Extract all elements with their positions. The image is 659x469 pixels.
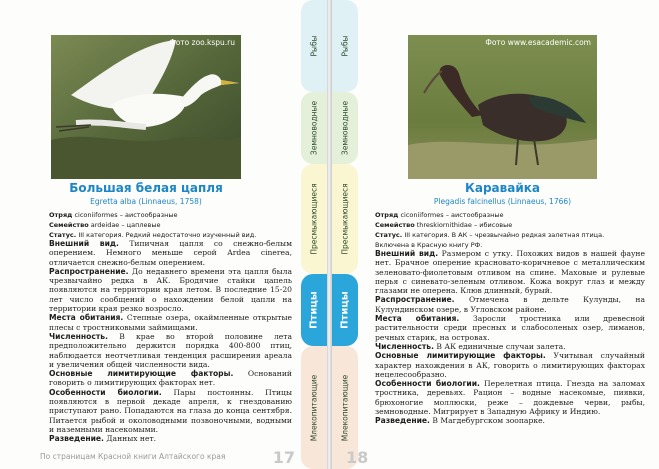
- tab-reptiles[interactable]: Пресмыкающиеся: [301, 164, 327, 274]
- para-breeding: Разведение. Данных нет.: [49, 434, 157, 444]
- left-page: [0, 0, 327, 469]
- running-footer: По страницам Красной книги Алтайского края: [40, 452, 226, 461]
- species-description: [375, 249, 645, 426]
- para-range: Распространение. До недавнего времени эта цапля была чрезвычайно редка в АК. Бродячие стайки цапель появляются на территории края летом. В последние 15-20 лет число сообщений о нахождении белой цапли на территории края резко возросло.: [49, 266, 292, 314]
- para-habitat: Места обитания. Заросли тростника или древесной растительности среди пресных и слабосоленых озер, лиманов, речных старик, на островах.: [375, 314, 645, 342]
- species-title: Каравайка: [465, 181, 540, 195]
- right-page: [332, 0, 659, 469]
- para-population: Численность. В крае во второй половине лета предположительно держится порядка 400-800 птиц, наблюдается неотчетливая тенденция расширения ареала и увеличения общей численности вида.: [49, 331, 292, 369]
- meta-family: Семейство threskiornithidae – ибисовые: [375, 221, 513, 229]
- thumb-index-tabs: [332, 0, 358, 469]
- para-biology: Особенности биологии. Пары постоянны. Птицы появляются в первой декаде апреля, к гнездованию приступают рано. Попадаются на глаза до конца сентября. Питается рыбой и околоводными позвоночными, водными и наземными насекомыми.: [49, 387, 292, 434]
- tab-amphibians[interactable]: Земноводные: [301, 92, 327, 164]
- page-number: 18: [346, 448, 369, 467]
- tab-fish[interactable]: Рыбы: [301, 0, 327, 92]
- para-habitat: Места обитания. Степные озера, окаймленные открытые плесы с тростниковыми займищами.: [49, 313, 292, 332]
- tab-birds[interactable]: Птицы: [301, 274, 327, 346]
- species-meta: [49, 210, 281, 240]
- para-appearance: Внешний вид. Типичная цапля со снежно-белым оперением. Немного меньше серой Ardea cinerea, отличается снежно-белым оперением.: [49, 239, 292, 267]
- tab-mammals[interactable]: Млекопитающие: [332, 346, 358, 469]
- meta-order: Отряд ciconiiformes – аистообразные: [375, 211, 504, 219]
- species-title: Большая белая цапля: [69, 181, 223, 195]
- thumb-index-tabs: [301, 0, 327, 469]
- photo-credit: Фото www.esacademic.com: [485, 38, 591, 47]
- tab-mammals[interactable]: Млекопитающие: [301, 346, 327, 469]
- species-description: [49, 239, 292, 444]
- species-latin-name: Egretta alba (Linnaeus, 1758): [90, 197, 202, 206]
- glossy-ibis-photo: [408, 35, 597, 179]
- para-population: Численность. В АК единичные случаи залета.: [375, 341, 566, 351]
- para-limiting-factors: Основные лимитирующие факторы. Оснований говорить о лимитирующих факторах нет.: [49, 369, 292, 388]
- meta-family: Семейство ardeidae – цаплевые: [49, 221, 161, 229]
- meta-status: Статус. III категория. Редкий недостаточно изученный вид.: [49, 231, 257, 239]
- para-biology: Особенности биологии. Перелетная птица. Гнезда на заломах тростника, деревьях. Рацион – водные насекомые, пиявки, брюхоногие моллюски, реже – дождевые черви, рыбы, земноводные. Мигрирует в Западную Африку и Индию.: [375, 379, 645, 417]
- para-appearance: Внешний вид. Размером с утку. Похожих видов в нашей фауне нет. Брачное оперение красновато-коричневое с металлическим зеленовато-фиолетовым отливом на спине. Маховые и рулевые перья с синевато-зеленым отливом. Кожа вокруг глаз и между глазами не оперена. Клюв длинный, бурый.: [375, 249, 645, 296]
- tab-fish[interactable]: Рыбы: [332, 0, 358, 92]
- tab-reptiles[interactable]: Пресмыкающиеся: [332, 164, 358, 274]
- page-number: 17: [272, 448, 295, 467]
- egret-photo: [51, 35, 241, 179]
- species-latin-name: Plegadis falcinellus (Linnaeus, 1766): [433, 197, 572, 206]
- species-meta: [375, 210, 637, 250]
- para-breeding: Разведение. В Магдебургском зоопарке.: [375, 416, 545, 426]
- photo-credit: Фото zoo.kspu.ru: [169, 38, 235, 47]
- para-range: Распространение. Отмечена в дельте Кулунды, на Кулундинском озере, в Угловском районе.: [375, 295, 645, 314]
- tab-amphibians[interactable]: Земноводные: [332, 92, 358, 164]
- meta-order: Отряд ciconiiformes – аистообразные: [49, 211, 178, 219]
- para-limiting-factors: Основные лимитирующие факторы. Учитывая случайный характер нахождения в АК, говорить о лимитирующих факторах нецелесообразно.: [375, 351, 645, 379]
- meta-status: Статус. III категория. В АК – чрезвычайно редкая залетная птица. Включена в Красную книгу РФ.: [375, 231, 605, 249]
- tab-birds[interactable]: Птицы: [332, 274, 358, 346]
